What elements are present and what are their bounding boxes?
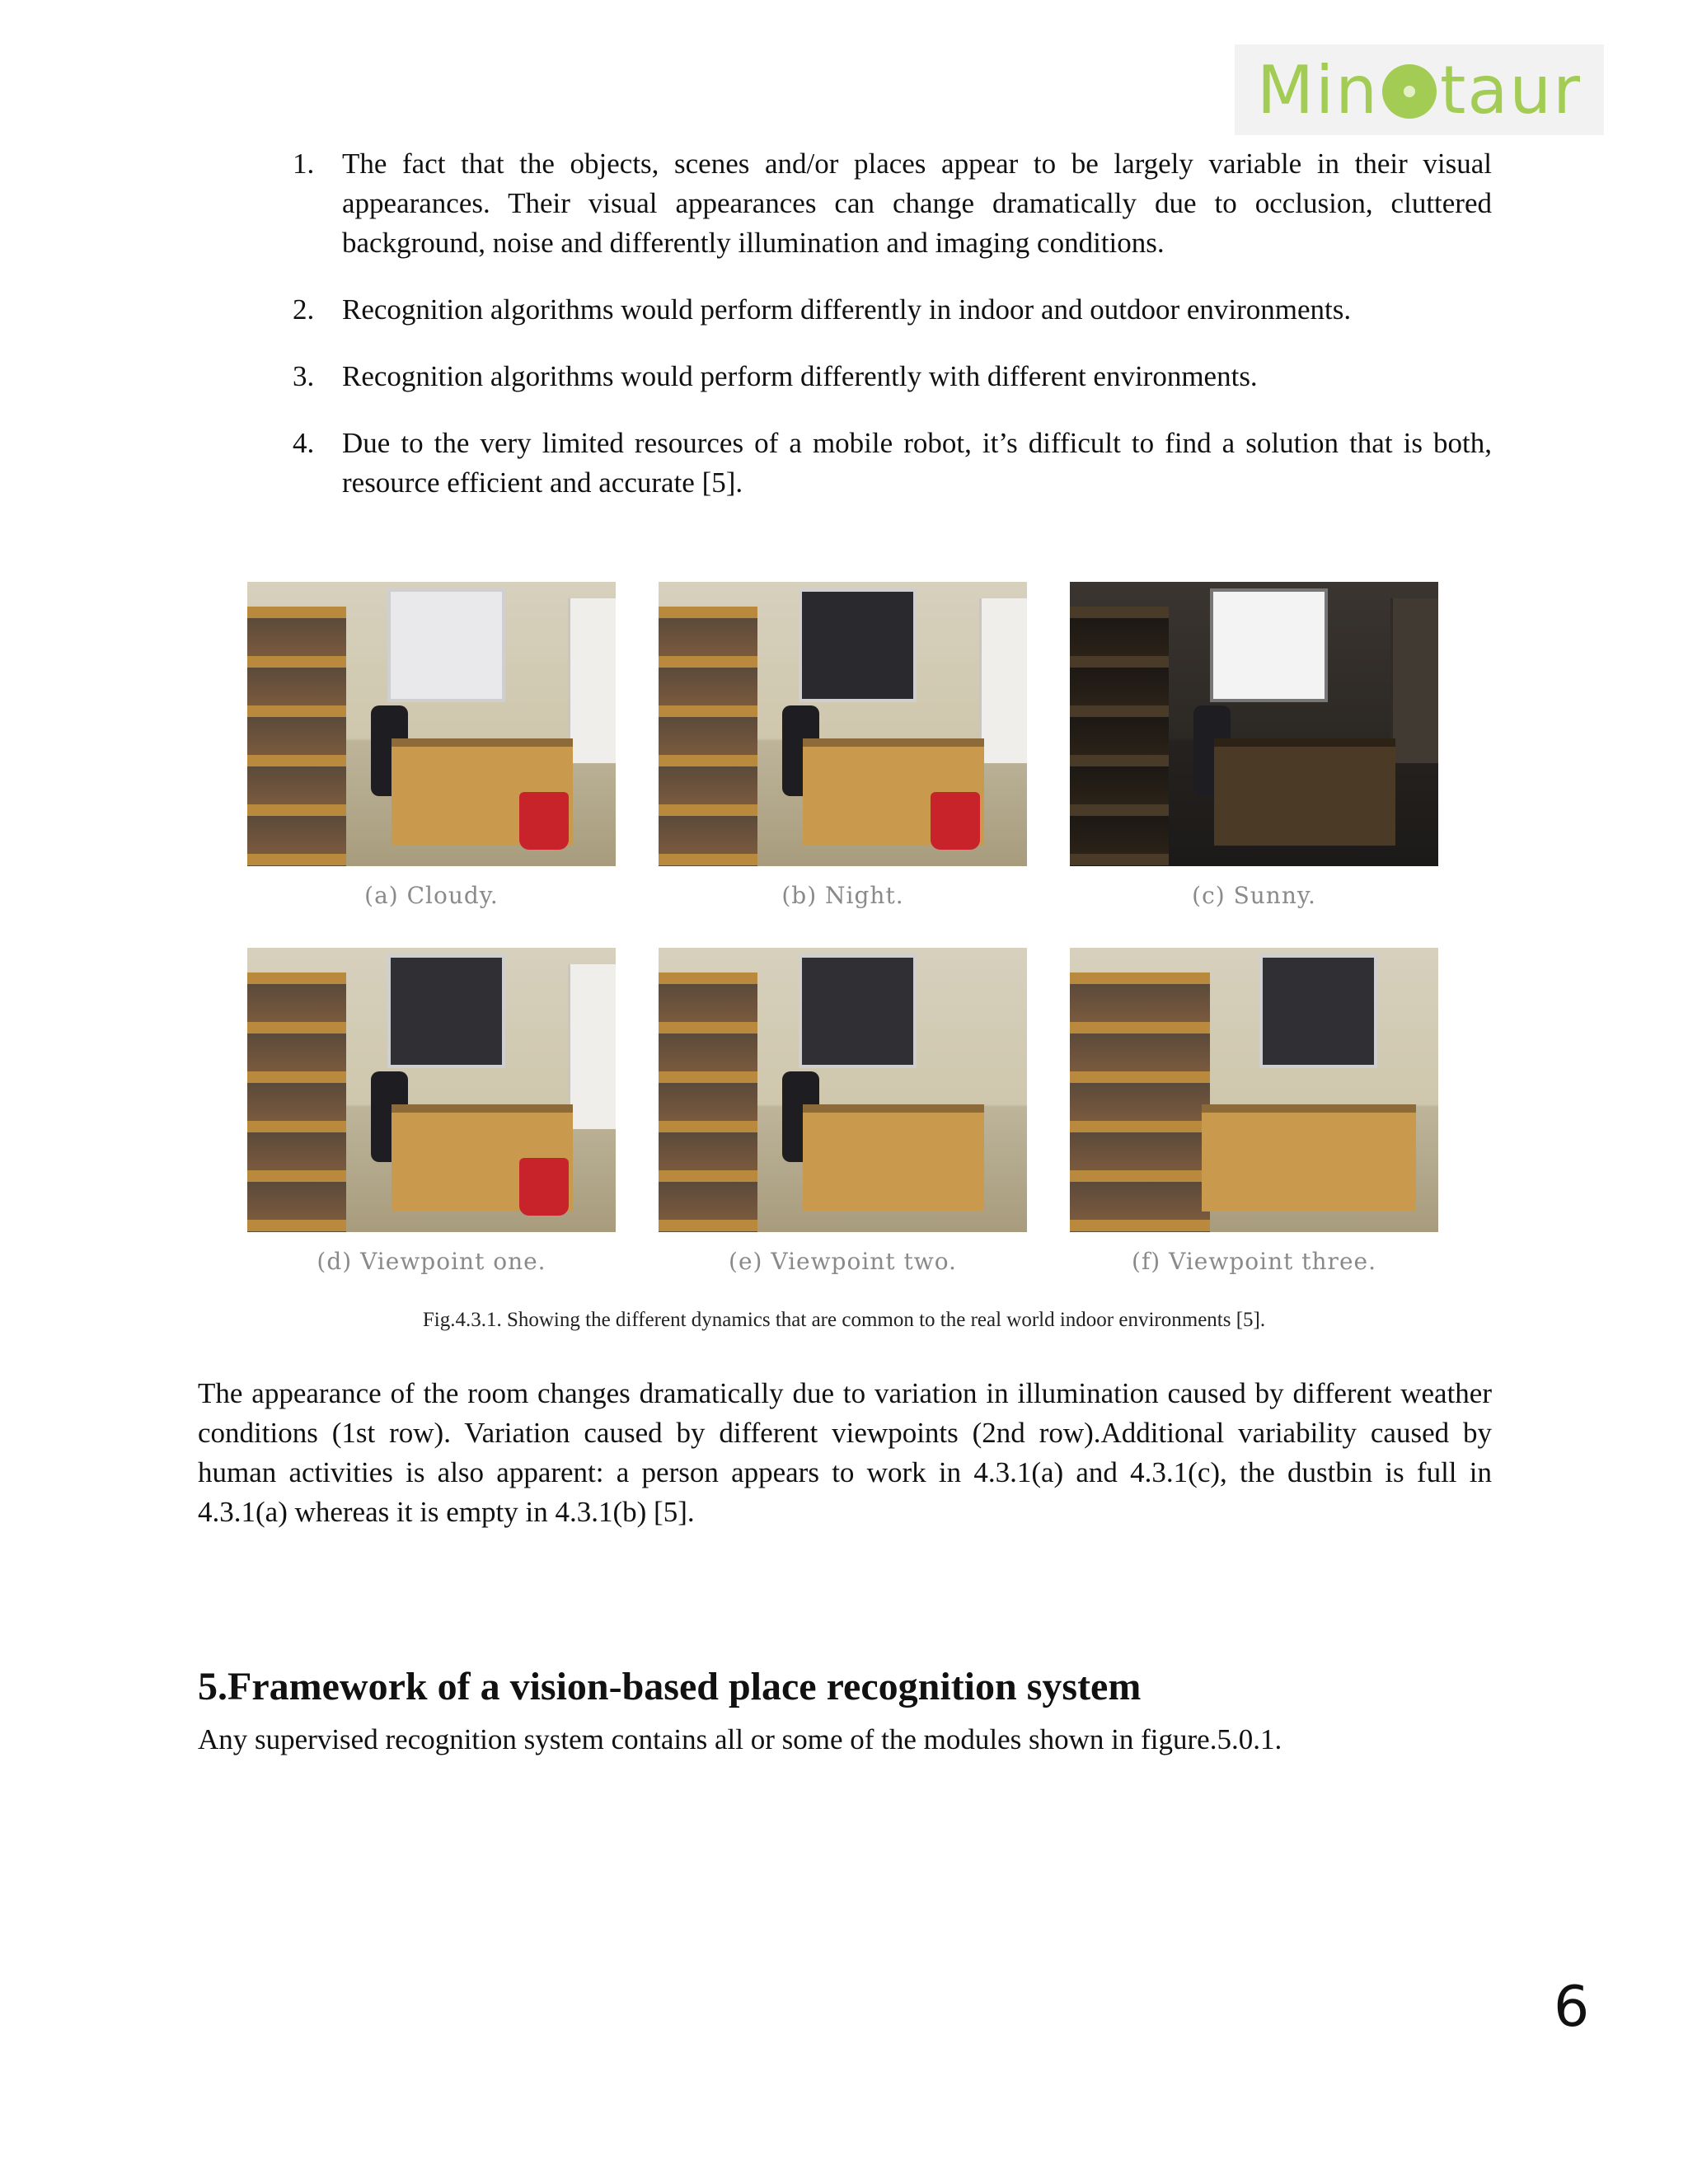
logo-wordmark — [1257, 52, 1582, 129]
list-item-text: Recognition algorithms would perform differently with different environments. — [342, 360, 1258, 392]
photo-viewpoint-three — [1070, 948, 1438, 1232]
photo-night — [659, 582, 1027, 866]
logo-prefix: Min — [1257, 51, 1379, 129]
subcaption-a: (a) Cloudy. — [364, 882, 499, 909]
photo-viewpoint-two — [659, 948, 1027, 1232]
subcaption-b: (b) Night. — [781, 882, 904, 909]
body-paragraph: The appearance of the room changes dramatically due to variation in illumination caused by different weather conditions (1st row). Variation caused by different viewpoints (2nd row).Additional variability caused by human activities is also apparent: a person appears to work in 4.3.1(a) and 4.3.1(c), the dustbin is full in 4.3.1(a) whereas it is empty in 4.3.1(b) [5]. — [198, 1377, 1492, 1528]
subcaption-d: (d) Viewpoint one. — [316, 1248, 546, 1275]
list-item-text: Due to the very limited resources of a mobile robot, it’s difficult to find a solution that is both, resource efficient and accurate [5]. — [342, 427, 1492, 499]
subcaption-c: (c) Sunny. — [1192, 882, 1316, 909]
minotaur-logo — [1235, 45, 1604, 135]
list-item — [293, 424, 1492, 503]
figure-room-dynamics — [247, 582, 1438, 1291]
list-item-number: 1. — [293, 148, 315, 180]
photo-sunny — [1070, 582, 1438, 866]
subcaption-f: (f) Viewpoint three. — [1132, 1248, 1376, 1275]
subcaption-e: (e) Viewpoint two. — [729, 1248, 957, 1275]
list-item-number: 2. — [293, 293, 315, 326]
photo-viewpoint-one — [247, 948, 616, 1232]
list-item-number: 3. — [293, 360, 315, 392]
list-item — [293, 290, 1492, 330]
list-item-number: 4. — [293, 427, 315, 459]
logo-suffix: taur — [1439, 51, 1582, 129]
list-item — [293, 144, 1492, 263]
page-number: 6 — [1554, 1975, 1590, 2040]
section-intro: Any supervised recognition system contains all or some of the modules shown in figure.5.0.1. — [198, 1723, 1282, 1755]
photo-cloudy — [247, 582, 616, 866]
section-heading: 5.Framework of a vision-based place recognition system — [198, 1665, 1142, 1708]
list-item-text: Recognition algorithms would perform differently in indoor and outdoor environments. — [342, 293, 1352, 326]
list-item-text: The fact that the objects, scenes and/or places appear to be largely variable in their visual appearances. Their visual appearances can change dramatically due to occlusion, cluttered background, noise and differently illumination and imaging conditions. — [342, 148, 1492, 259]
numbered-list — [293, 144, 1492, 530]
figure-caption: Fig.4.3.1. Showing the different dynamics that are common to the real world indoor environments [5]. — [422, 1309, 1266, 1331]
minotaur-o-icon — [1382, 64, 1437, 119]
list-item — [293, 357, 1492, 396]
